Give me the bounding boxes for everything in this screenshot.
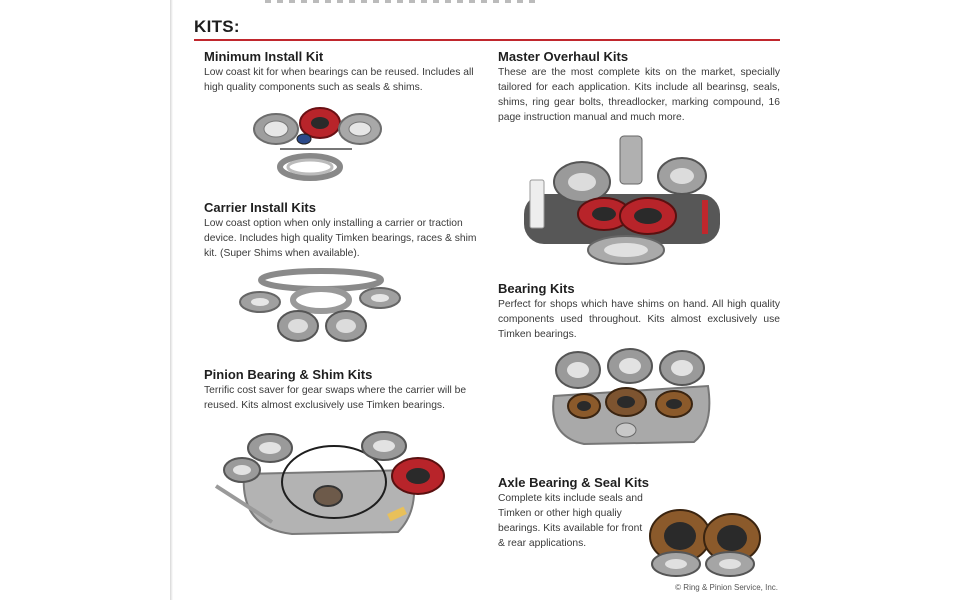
axle-bearing-seal-kit-photo <box>632 508 768 580</box>
copyright-notice: © Ring & Pinion Service, Inc. <box>675 583 778 592</box>
kit-desc-carrier-install: Low coast option when only installing a carrier or traction device. Includes high quality Timken bearings, races & shim kit. (Super Shims when available). <box>204 218 477 259</box>
kit-title-axle-bearing-seal: Axle Bearing & Seal Kits <box>498 475 649 490</box>
kit-desc-master-overhaul: These are the most complete kits on the market, specially tailored for each application. Kits include all bearinsg, seals, shims, ring gear bolts, threadlocker, marking compound, 16 page instruction manual and much more. <box>498 67 780 123</box>
pinion-bearing-shim-kit-photo <box>212 430 456 542</box>
kit-title-carrier-install: Carrier Install Kits <box>204 200 316 215</box>
kit-desc-bearing: Perfect for shops which have shims on hand. All high quality components used throughout. Kits almost exclusively use Timken bearings. <box>498 299 780 340</box>
kit-title-pinion-bearing-shim: Pinion Bearing & Shim Kits <box>204 367 373 382</box>
heading-rule <box>194 39 780 41</box>
kit-desc-axle-bearing-seal-text: Complete kits include seals and Timken or other high qualiy bearings. Kits available for front & rear applications. <box>498 493 643 549</box>
kit-title-master-overhaul: Master Overhaul Kits <box>498 49 629 64</box>
page-edge-shadow <box>170 0 173 600</box>
section-heading: KITS: <box>194 17 240 36</box>
minimum-install-kit-photo <box>250 103 385 183</box>
kit-desc-pinion-bearing-shim: Terrific cost saver for gear swaps where the carrier will be reused. Kits almost exclusively use Timken bearings. <box>204 385 467 411</box>
kit-title-minimum-install: Minimum Install Kit <box>204 49 324 64</box>
kit-title-bearing: Bearing Kits <box>498 281 575 296</box>
cropped-top-text <box>265 0 535 3</box>
kit-desc-minimum-install: Low coast kit for when bearings can be reused. Includes all high quality components such as seals & shims. <box>204 67 474 93</box>
master-overhaul-kit-photo <box>522 130 722 272</box>
bearing-kit-photo <box>544 346 716 450</box>
carrier-install-kit-photo <box>236 266 406 348</box>
